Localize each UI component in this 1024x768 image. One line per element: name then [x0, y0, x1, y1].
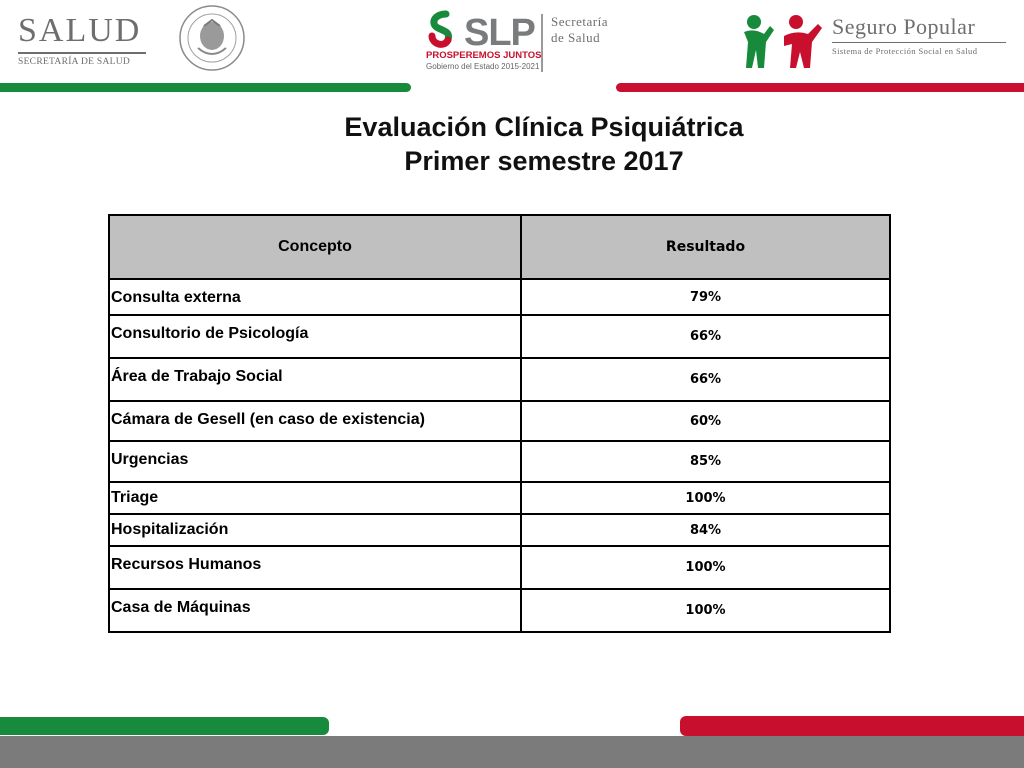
title-line2: Primer semestre 2017: [404, 146, 684, 176]
seguro-popular-title: Seguro Popular: [832, 14, 976, 39]
row-result: 84%: [521, 514, 890, 546]
slp-government: Gobierno del Estado 2015-2021: [426, 62, 540, 71]
bottom-gray-band: [0, 736, 1024, 768]
row-result: 66%: [521, 358, 890, 401]
slp-slogan: PROSPEREMOS JUNTOS: [426, 50, 542, 61]
row-concept: Triage: [109, 482, 521, 514]
secretaria-de-salud-label: [551, 14, 608, 46]
row-result: 85%: [521, 441, 890, 482]
logo-divider: [541, 14, 543, 72]
salud-logo: [18, 14, 158, 67]
row-concept: Cámara de Gesell (en caso de existencia): [109, 401, 521, 441]
bottom-red-bar: [680, 716, 1024, 736]
row-concept: Hospitalización: [109, 514, 521, 546]
row-concept: Recursos Humanos: [109, 546, 521, 589]
title-line1: Evaluación Clínica Psiquiátrica: [344, 112, 744, 142]
row-result: 100%: [521, 589, 890, 632]
row-result: 66%: [521, 315, 890, 358]
salud-logo-line: [18, 52, 146, 54]
bottom-green-bar: [0, 717, 329, 735]
top-red-bar: [616, 83, 1024, 92]
row-result: 79%: [521, 279, 890, 315]
slp-logo-title: SLP: [464, 12, 535, 54]
row-result: 100%: [521, 546, 890, 589]
national-seal-icon: [176, 4, 248, 72]
row-concept: Área de Trabajo Social: [109, 358, 521, 401]
seguro-popular-kids-icon: [740, 12, 826, 70]
table-row: [109, 315, 890, 358]
row-concept: Urgencias: [109, 441, 521, 482]
secretaria-line1: Secretaría: [551, 14, 608, 29]
top-green-bar: [0, 83, 411, 92]
seguro-popular-subtitle: Sistema de Protección Social en Salud: [832, 46, 978, 56]
row-concept: Consulta externa: [109, 279, 521, 315]
table-row: [109, 482, 890, 514]
row-concept: Casa de Máquinas: [109, 589, 521, 632]
evaluation-table: [108, 214, 891, 633]
salud-logo-title: SALUD: [18, 12, 142, 49]
slp-swirl-icon: [426, 10, 466, 50]
salud-logo-subtitle: SECRETARÍA DE SALUD: [18, 57, 131, 67]
table-row: [109, 279, 890, 315]
result-header: Resultado: [521, 215, 890, 279]
concept-header: Concepto: [109, 215, 521, 279]
table-header-row: [109, 215, 890, 279]
table-row: [109, 358, 890, 401]
row-result: 100%: [521, 482, 890, 514]
row-concept: Consultorio de Psicología: [109, 315, 521, 358]
table-row: [109, 401, 890, 441]
table-row: [109, 441, 890, 482]
page-title: [240, 110, 848, 178]
row-result: 60%: [521, 401, 890, 441]
table-row: [109, 589, 890, 632]
table-row: [109, 546, 890, 589]
secretaria-line2: de Salud: [551, 30, 601, 45]
seguro-popular-line: [832, 42, 1006, 43]
table-row: [109, 514, 890, 546]
